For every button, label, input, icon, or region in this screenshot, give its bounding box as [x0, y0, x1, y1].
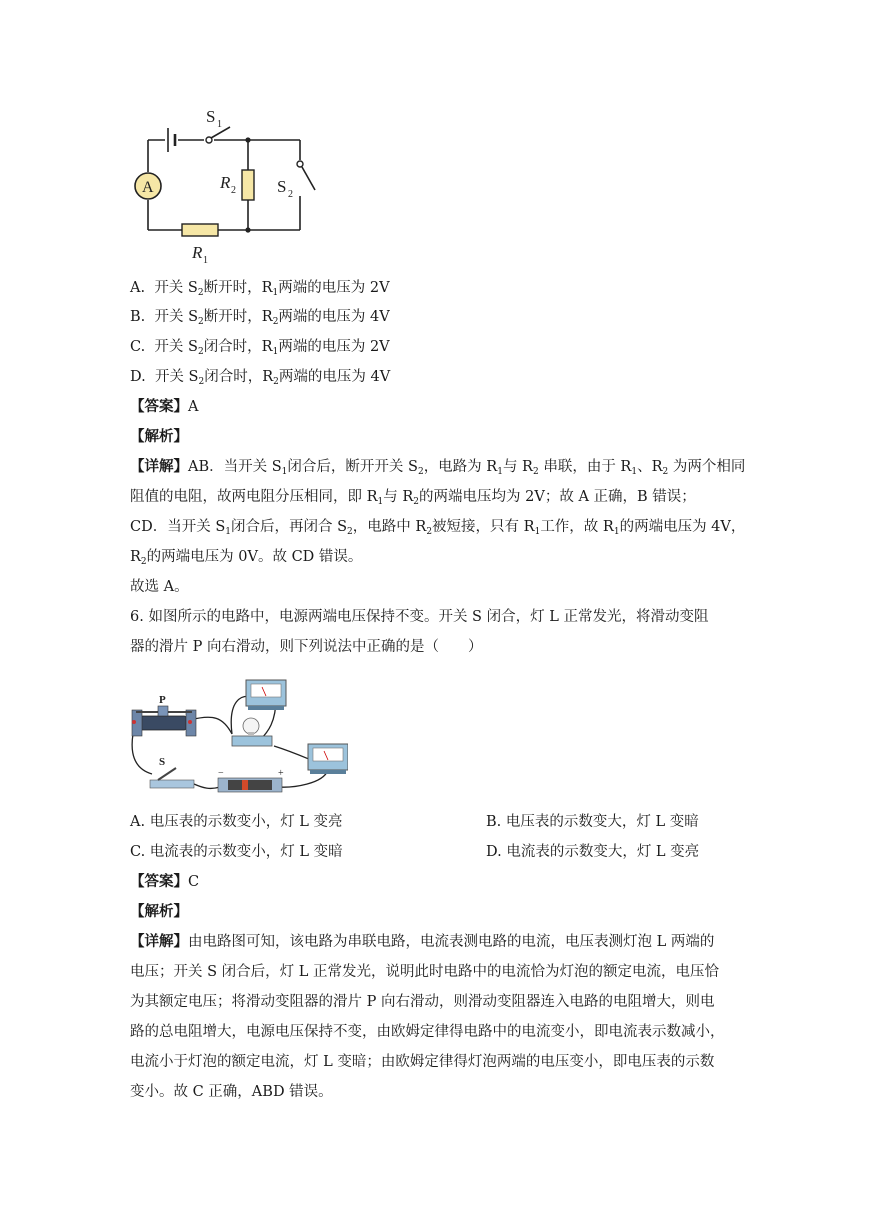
s2-label: S	[277, 177, 287, 196]
battery-minus: −	[218, 768, 224, 779]
switch-s-lever	[158, 768, 176, 780]
q5-analysis-label: 【解析】	[130, 428, 188, 445]
q6-detail-line-5: 电流小于灯泡的额定电流，灯 L 变暗；由欧姆定律得灯泡两端的电压变小，即电压表的示数	[130, 1054, 715, 1070]
q6-option-b: B. 电压表的示数变大，灯 L 变暗	[486, 814, 699, 830]
q6-detail-line-3: 为其额定电压；将滑动变阻器的滑片 P 向右滑动，则滑动变阻器连入电路的电阻增大，则电	[130, 994, 715, 1010]
q5-option-c: C. 开关 $S_2$闭合时，$R_1$两端的电压为 2V	[130, 339, 390, 357]
q5-detail-line-1: 【详解】AB．当开关 $S_1$闭合后，断开开关 $S_2$，电路为 $R_1$与 $R_2$ 串联，由于 $R_1$、$R_2$ 为两个相同	[130, 458, 746, 477]
label-p: P	[159, 694, 166, 706]
s1-label: S	[206, 107, 216, 126]
battery-plus: +	[278, 768, 284, 779]
s1-sub: 1	[217, 119, 222, 130]
ammeter-label: A	[142, 179, 154, 196]
rheostat-slider-p	[158, 706, 168, 716]
ammeter-base	[310, 770, 346, 774]
junction-top	[245, 137, 250, 142]
r1-label: R	[192, 243, 203, 262]
q6-stem-line-2: 器的滑片 P 向右滑动，则下列说法中正确的是（ ）	[130, 639, 483, 655]
battery-stripe	[242, 780, 248, 790]
q6-option-c: C. 电流表的示数变小，灯 L 变暗	[130, 844, 343, 860]
q6-detail-line-6: 变小。故 C 正确，ABD 错误。	[130, 1084, 333, 1100]
rheostat-terminal-left	[132, 720, 136, 724]
junction-bottom	[245, 227, 250, 232]
q5-option-d: D. 开关 $S_2$闭合时，$R_2$两端的电压为 4V	[130, 369, 391, 387]
circuit-diagram-q5	[130, 100, 330, 270]
q6-option-a: A. 电压表的示数变小，灯 L 变亮	[130, 814, 343, 830]
q6-detail-line-4: 路的总电阻增大，电源电压保持不变，由欧姆定律得电路中的电流变小，即电流表示数减小，	[130, 1024, 725, 1040]
r2-sub: 2	[231, 185, 236, 196]
q6-analysis-label: 【解析】	[130, 903, 188, 920]
q6-detail-line-1: 【详解】由电路图可知，该电路为串联电路，电流表测电路的电流，电压表测灯泡 L 两端的	[130, 933, 715, 950]
q5-detail-line-3: CD．当开关 $S_1$闭合后，再闭合 $S_2$，电路中 $R_2$被短接，只有 $R_1$工作，故 $R_1$的两端电压为 4V，	[130, 519, 746, 537]
circuit-photo-q6	[128, 662, 348, 802]
switch-s2-blade	[302, 167, 315, 190]
lamp-base	[232, 736, 272, 746]
q6-detail-line-2: 电压；开关 S 闭合后，灯 L 正常发光，说明此时电路中的电流恰为灯泡的额定电流，电压恰	[130, 964, 719, 980]
lamp-socket	[248, 732, 254, 736]
rheostat-body	[140, 716, 186, 730]
q5-option-a: A. 开关 $S_2$断开时，$R_1$两端的电压为 2V	[130, 280, 390, 298]
q5-detail-line-4: $R_2$的两端电压为 0V。故 CD 错误。	[130, 549, 363, 567]
switch-s-base	[150, 780, 194, 788]
q6-answer: 【答案】C	[130, 873, 200, 890]
voltmeter-base	[248, 706, 284, 710]
r2-label: R	[220, 173, 231, 192]
q5-option-b: B. 开关 $S_2$断开时，$R_2$两端的电压为 4V	[130, 309, 390, 327]
resistor-r1	[182, 224, 218, 236]
resistor-r2	[242, 170, 254, 200]
q6-option-d: D. 电流表的示数变大，灯 L 变亮	[486, 844, 700, 860]
r1-sub: 1	[203, 255, 208, 266]
q6-stem-line-1: 6. 如图所示的电路中，电源两端电压保持不变。开关 S 闭合，灯 L 正常发光，将滑动变阻	[130, 609, 709, 625]
q5-detail-line-2: 阻值的电阻，故两电阻分压相同，即 $R_1$与 $R_2$的两端电压均为 2V；故 A 正确，B 错误；	[130, 489, 696, 507]
q5-answer: 【答案】A	[130, 398, 199, 415]
s2-sub: 2	[288, 189, 293, 200]
switch-s2-pivot	[297, 161, 303, 167]
lamp-bulb	[243, 718, 259, 734]
rheostat-terminal	[188, 720, 192, 724]
q5-detail-line-5: 故选 A。	[130, 579, 189, 595]
battery-cells	[228, 780, 272, 790]
label-s: S	[159, 756, 166, 768]
